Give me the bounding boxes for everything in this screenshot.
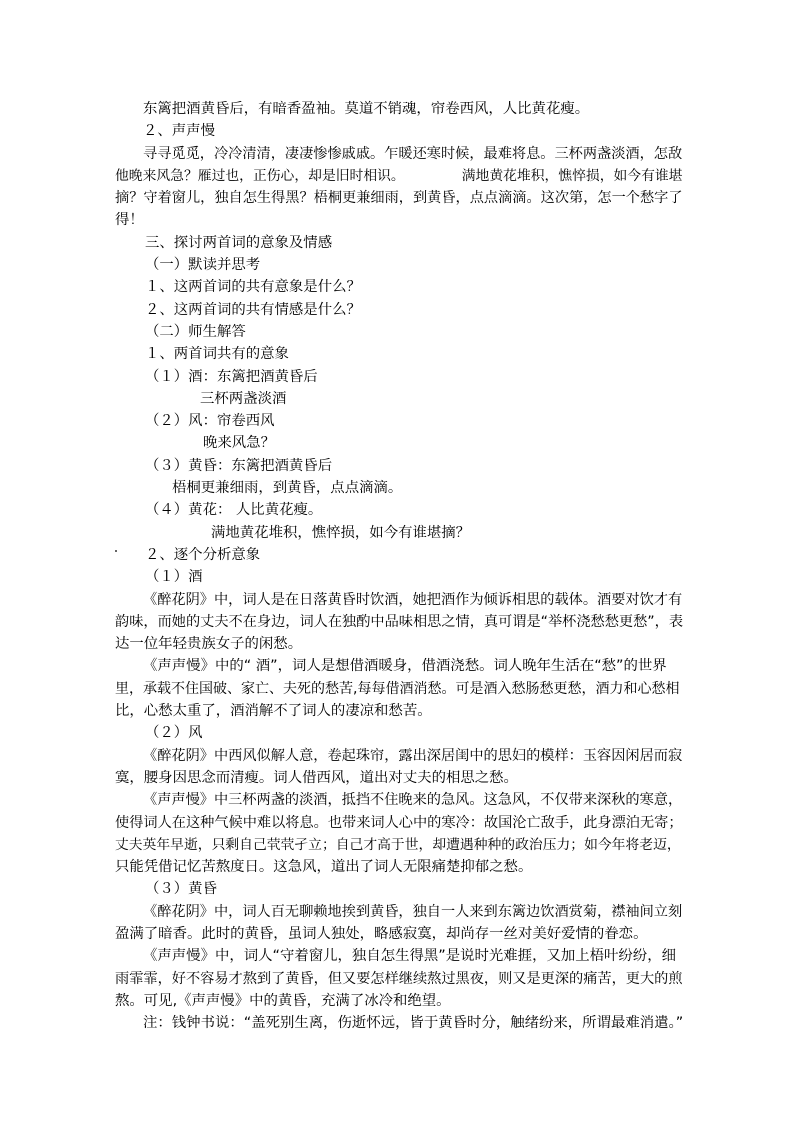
paragraph-line: 韵味，而她的丈夫不在身边，词人在独酌中品味相思之情，真可谓是“举杯浇愁愁更愁”，表 bbox=[115, 613, 684, 630]
item-heading: （１）酒 bbox=[145, 569, 203, 586]
poem-line: 东篱把酒黄昏后，有暗香盈袖。莫道不销魂，帘卷西风，人比黄花瘦。 bbox=[143, 101, 590, 117]
list-heading: １、两首词共有的意象 bbox=[145, 346, 289, 363]
section-heading: 三、探讨两首词的意象及情感 bbox=[145, 234, 333, 251]
paragraph-line: 只能凭借记忆苦熬度日。这急风，道出了词人无限痛楚抑郁之愁。 bbox=[115, 859, 533, 876]
list-item: （４）黄花： 人比黄花瘦。 bbox=[145, 502, 323, 519]
paragraph-line: 寞，腰身因思念而清瘦。词人借西风，道出对丈夫的相思之愁。 bbox=[115, 769, 518, 786]
subsection-heading: （二）师生解答 bbox=[145, 323, 246, 340]
paragraph-line: 丈夫英年早逝，只剩自己茕茕孑立；自己才高于世，却遭遇种种的政治压力；如今年将老迈， bbox=[115, 836, 681, 853]
poem-line: 得！ bbox=[115, 212, 144, 229]
note-line: 注：钱钟书说：“盖死别生离，伤逝怀远，皆于黄昏时分，触绪纷来，所谓最难消遣。” bbox=[143, 1015, 684, 1032]
paragraph-line: 《醉花阴》中，词人百无聊赖地挨到黄昏，独自一人来到东篱边饮酒赏菊，襟袖间立刻 bbox=[143, 903, 683, 920]
section-heading: ２、声声慢 bbox=[143, 123, 215, 140]
paragraph-line: 达一位年轻贵族女子的闲愁。 bbox=[115, 636, 303, 653]
poem-segment: 满地黄花堆积，憔悴损，如今有谁堪 bbox=[461, 167, 683, 184]
list-item-text: 满地黄花堆积，憔悴损，如今有谁堪摘？ bbox=[211, 524, 471, 541]
poem-line bbox=[115, 165, 685, 187]
paragraph-line: 熬。可见,《声声慢》中的黄昏，充满了冰冷和绝望。 bbox=[115, 992, 451, 1009]
paragraph-line: 《声声慢》中的“ 酒”，词人是想借酒暖身，借酒浇愁。词人晚年生活在“愁”的世界 bbox=[143, 658, 667, 675]
list-item-continuation: 三杯两盏淡酒 bbox=[200, 390, 287, 407]
document-body bbox=[115, 98, 685, 1034]
paragraph-line: 里，承载不住国破、家亡、夫死的愁苦,每每借酒消愁。可是酒入愁肠愁更愁，酒力和心愁相 bbox=[115, 680, 680, 697]
list-item: （３）黄昏：东篱把酒黄昏后 bbox=[145, 457, 333, 474]
list-item: （１）酒：东篱把酒黄昏后 bbox=[145, 368, 318, 385]
paragraph-line: 比，心愁太重了，酒消解不了词人的凄凉和愁苦。 bbox=[115, 703, 432, 720]
paragraph-line: 雨霏霏，好不容易才熬到了黄昏，但又要怎样继续熬过黑夜，则又是更深的痛苦，更大的煎 bbox=[115, 970, 683, 987]
subsection-heading: （一）默读并思考 bbox=[145, 257, 261, 274]
poem-line: 摘？守着窗儿，独自怎生得黑？梧桐更兼细雨，到黄昏，点点滴滴。这次第，怎一个愁字了 bbox=[115, 190, 683, 207]
paragraph-line: 《醉花阴》中，词人是在日落黄昏时饮酒，她把酒作为倾诉相思的载体。酒要对饮才有 bbox=[143, 591, 683, 608]
item-heading: （２）风 bbox=[145, 725, 203, 742]
poem-line: 寻寻觅觅，冷冷清清，凄凄惨惨戚戚。乍暖还寒时候，最难将息。三杯两盏淡酒，怎敌 bbox=[143, 145, 683, 162]
question: １、这两首词的共有意象是什么？ bbox=[145, 279, 361, 296]
paragraph-line: 盈满了暗香。此时的黄昏，虽词人独处，略感寂寞，却尚存一丝对美好爱情的眷恋。 bbox=[115, 925, 648, 942]
poem-segment: 他晚来风急？雁过也，正伤心，却是旧时相识。 bbox=[115, 167, 405, 184]
list-item: （２）风：帘卷西风 bbox=[145, 413, 275, 430]
paragraph-line: 《声声慢》中，词人“守着窗儿，独自怎生得黑”是说时光难捱，又加上梧叶纷纷，细 bbox=[143, 948, 676, 965]
list-item-continuation: 晚来风急？ bbox=[203, 435, 275, 452]
list-item-continuation: 梧桐更兼细雨，到黄昏，点点滴滴。 bbox=[172, 480, 403, 497]
question: ２、这两首词的共有情感是什么？ bbox=[145, 301, 361, 318]
list-heading: ２、逐个分析意象 bbox=[145, 546, 261, 563]
list-item-continuation bbox=[115, 522, 685, 544]
paragraph-line: 《醉花阴》中西风似解人意，卷起珠帘，露出深居闺中的思妇的模样：玉容因闲居而寂 bbox=[143, 747, 683, 764]
item-heading: （３）黄昏 bbox=[145, 881, 217, 898]
paragraph-line: 使得词人在这种气候中难以将息。也带来词人心中的寒冷：故国沦亡敌手，此身漂泊无寄； bbox=[115, 814, 683, 831]
paragraph-line: 《声声慢》中三杯两盏的淡酒，抵挡不住晚来的急风。这急风，不仅带来深秋的寒意， bbox=[143, 792, 683, 809]
